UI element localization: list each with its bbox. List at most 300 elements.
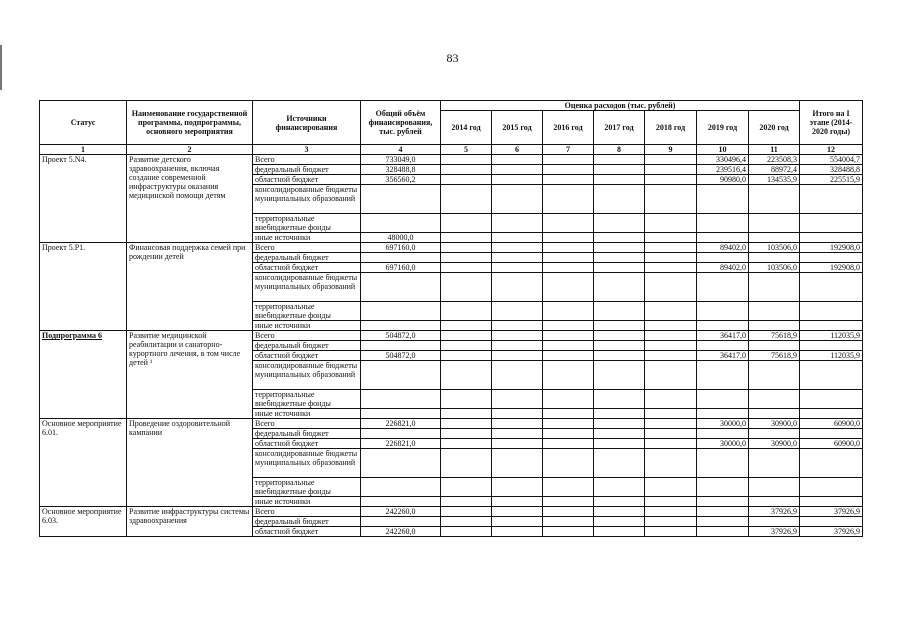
year-2019-cell — [697, 497, 749, 507]
status-text: Проект 5.N4. — [42, 155, 87, 164]
year-2014-cell — [441, 527, 492, 537]
year-2014-cell — [441, 439, 492, 449]
year-2020-cell: 223508,3 — [749, 155, 800, 165]
status-cell — [40, 243, 127, 331]
year-2018-cell — [645, 165, 697, 175]
program-name-cell: Развитие инфраструктуры системы здравоохранения — [127, 507, 253, 537]
year-2016-cell — [543, 175, 594, 185]
source-cell: консолидированные бюджеты муниципальных образований — [253, 361, 361, 390]
year-2016-cell — [543, 527, 594, 537]
year-2016-cell — [543, 351, 594, 361]
total-cell — [361, 429, 441, 439]
total-cell: 504872,0 — [361, 351, 441, 361]
column-number: 7 — [543, 145, 594, 155]
total-cell — [361, 361, 441, 390]
year-2020-cell — [749, 361, 800, 390]
year-2014-cell — [441, 185, 492, 214]
sum-cell — [800, 273, 863, 302]
table-row — [40, 507, 863, 517]
sum-cell: 60900,0 — [800, 419, 863, 429]
year-2019-cell — [697, 273, 749, 302]
year-2016-cell — [543, 321, 594, 331]
total-cell: 226821,0 — [361, 419, 441, 429]
year-2020-cell: 30900,0 — [749, 419, 800, 429]
sum-cell — [800, 302, 863, 321]
column-number: 12 — [800, 145, 863, 155]
year-2015-cell — [492, 273, 543, 302]
year-2015-cell — [492, 263, 543, 273]
source-cell: федеральный бюджет — [253, 253, 361, 263]
source-cell: иные источники — [253, 409, 361, 419]
status-text: Подпрограмма 6 — [42, 331, 103, 340]
column-number: 1 — [40, 145, 127, 155]
header-year: 2018 год — [645, 111, 697, 145]
year-2018-cell — [645, 439, 697, 449]
year-2015-cell — [492, 429, 543, 439]
year-2017-cell — [594, 214, 645, 233]
year-2015-cell — [492, 233, 543, 243]
year-2014-cell — [441, 331, 492, 341]
year-2015-cell — [492, 214, 543, 233]
column-number: 8 — [594, 145, 645, 155]
year-2020-cell — [749, 273, 800, 302]
year-2018-cell — [645, 321, 697, 331]
total-cell — [361, 517, 441, 527]
year-2014-cell — [441, 351, 492, 361]
year-2017-cell — [594, 497, 645, 507]
total-cell — [361, 341, 441, 351]
table-row — [40, 155, 863, 165]
year-2017-cell — [594, 321, 645, 331]
year-2015-cell — [492, 497, 543, 507]
total-cell — [361, 390, 441, 409]
total-cell: 242260,0 — [361, 527, 441, 537]
table-row — [40, 419, 863, 429]
source-cell: областной бюджет — [253, 263, 361, 273]
year-2017-cell — [594, 165, 645, 175]
year-2014-cell — [441, 155, 492, 165]
sum-cell — [800, 429, 863, 439]
year-2015-cell — [492, 155, 543, 165]
year-2019-cell — [697, 390, 749, 409]
year-2017-cell — [594, 331, 645, 341]
year-2014-cell — [441, 321, 492, 331]
year-2018-cell — [645, 214, 697, 233]
year-2015-cell — [492, 185, 543, 214]
sum-cell: 60900,0 — [800, 439, 863, 449]
status-cell — [40, 155, 127, 243]
year-2016-cell — [543, 263, 594, 273]
column-number: 11 — [749, 145, 800, 155]
year-2019-cell — [697, 478, 749, 497]
year-2020-cell: 37926,9 — [749, 507, 800, 517]
year-2019-cell — [697, 185, 749, 214]
year-2020-cell: 75618,9 — [749, 331, 800, 341]
year-2018-cell — [645, 478, 697, 497]
column-number: 10 — [697, 145, 749, 155]
year-2016-cell — [543, 439, 594, 449]
sum-cell — [800, 321, 863, 331]
year-2020-cell — [749, 409, 800, 419]
header-sources: Источники финансирования — [253, 101, 361, 145]
total-cell: 733049,0 — [361, 155, 441, 165]
year-2016-cell — [543, 253, 594, 263]
year-2018-cell — [645, 253, 697, 263]
source-cell: иные источники — [253, 497, 361, 507]
year-2015-cell — [492, 361, 543, 390]
source-cell: областной бюджет — [253, 439, 361, 449]
source-cell: Всего — [253, 155, 361, 165]
year-2016-cell — [543, 155, 594, 165]
year-2020-cell — [749, 390, 800, 409]
year-2020-cell: 103506,0 — [749, 243, 800, 253]
total-cell: 504872,0 — [361, 331, 441, 341]
status-text: Основное мероприятие 6.01. — [42, 419, 122, 437]
source-cell: консолидированные бюджеты муниципальных образований — [253, 449, 361, 478]
year-2017-cell — [594, 302, 645, 321]
year-2020-cell — [749, 429, 800, 439]
year-2014-cell — [441, 273, 492, 302]
year-2014-cell — [441, 419, 492, 429]
year-2018-cell — [645, 341, 697, 351]
year-2018-cell — [645, 185, 697, 214]
sum-cell: 192908,0 — [800, 243, 863, 253]
year-2015-cell — [492, 302, 543, 321]
year-2019-cell — [697, 253, 749, 263]
year-2018-cell — [645, 175, 697, 185]
year-2015-cell — [492, 478, 543, 497]
year-2015-cell — [492, 243, 543, 253]
total-cell: 226821,0 — [361, 439, 441, 449]
table-row — [40, 243, 863, 253]
year-2018-cell — [645, 331, 697, 341]
source-cell: федеральный бюджет — [253, 341, 361, 351]
year-2017-cell — [594, 527, 645, 537]
year-2018-cell — [645, 517, 697, 527]
year-2015-cell — [492, 351, 543, 361]
year-2015-cell — [492, 409, 543, 419]
year-2020-cell — [749, 185, 800, 214]
source-cell: территориальные внебюджетные фонды — [253, 390, 361, 409]
year-2014-cell — [441, 165, 492, 175]
year-2020-cell — [749, 321, 800, 331]
sum-cell — [800, 478, 863, 497]
year-2017-cell — [594, 439, 645, 449]
year-2016-cell — [543, 478, 594, 497]
year-2019-cell — [697, 527, 749, 537]
year-2014-cell — [441, 449, 492, 478]
year-2015-cell — [492, 517, 543, 527]
year-2014-cell — [441, 302, 492, 321]
year-2015-cell — [492, 165, 543, 175]
header-status: Статус — [40, 101, 127, 145]
year-2016-cell — [543, 390, 594, 409]
year-2019-cell: 239516,4 — [697, 165, 749, 175]
program-name-cell: Проведение оздоровительной кампании — [127, 419, 253, 507]
year-2020-cell — [749, 253, 800, 263]
sum-cell: 554004,7 — [800, 155, 863, 165]
year-2014-cell — [441, 253, 492, 263]
year-2018-cell — [645, 449, 697, 478]
header-year: 2014 год — [441, 111, 492, 145]
year-2015-cell — [492, 449, 543, 478]
source-cell: территориальные внебюджетные фонды — [253, 214, 361, 233]
year-2017-cell — [594, 409, 645, 419]
total-cell — [361, 409, 441, 419]
year-2019-cell: 90980,0 — [697, 175, 749, 185]
year-2019-cell — [697, 321, 749, 331]
status-cell — [40, 331, 127, 419]
total-cell: 697160,0 — [361, 263, 441, 273]
year-2014-cell — [441, 361, 492, 390]
year-2019-cell — [697, 429, 749, 439]
year-2018-cell — [645, 507, 697, 517]
year-2016-cell — [543, 185, 594, 214]
sum-cell — [800, 497, 863, 507]
year-2019-cell — [697, 507, 749, 517]
year-2019-cell — [697, 302, 749, 321]
year-2018-cell — [645, 263, 697, 273]
source-cell: территориальные внебюджетные фонды — [253, 478, 361, 497]
year-2020-cell — [749, 302, 800, 321]
year-2020-cell — [749, 497, 800, 507]
column-number: 6 — [492, 145, 543, 155]
year-2017-cell — [594, 419, 645, 429]
total-cell — [361, 321, 441, 331]
year-2015-cell — [492, 321, 543, 331]
year-2014-cell — [441, 390, 492, 409]
source-cell: Всего — [253, 243, 361, 253]
year-2017-cell — [594, 429, 645, 439]
total-cell: 242260,0 — [361, 507, 441, 517]
year-2020-cell — [749, 478, 800, 497]
year-2017-cell — [594, 263, 645, 273]
year-2014-cell — [441, 409, 492, 419]
program-name-cell: Развитие медицинской реабилитации и санаторно-курортного лечения, в том числе детей ¹ — [127, 331, 253, 419]
total-cell: 356560,2 — [361, 175, 441, 185]
header-year: 2020 год — [749, 111, 800, 145]
header-result: Итого на I этапе (2014-2020 годы) — [800, 101, 863, 145]
year-2016-cell — [543, 243, 594, 253]
year-2016-cell — [543, 331, 594, 341]
column-number: 3 — [253, 145, 361, 155]
year-2014-cell — [441, 497, 492, 507]
year-2016-cell — [543, 214, 594, 233]
year-2020-cell: 75618,9 — [749, 351, 800, 361]
year-2020-cell: 134535,9 — [749, 175, 800, 185]
year-2016-cell — [543, 165, 594, 175]
status-cell — [40, 507, 127, 537]
source-cell: Всего — [253, 507, 361, 517]
year-2020-cell — [749, 341, 800, 351]
source-cell: областной бюджет — [253, 527, 361, 537]
year-2016-cell — [543, 429, 594, 439]
year-2017-cell — [594, 253, 645, 263]
sum-cell — [800, 517, 863, 527]
year-2017-cell — [594, 155, 645, 165]
year-2016-cell — [543, 302, 594, 321]
year-2017-cell — [594, 185, 645, 214]
sum-cell: 37926,9 — [800, 527, 863, 537]
year-2020-cell: 103506,0 — [749, 263, 800, 273]
source-cell: иные источники — [253, 233, 361, 243]
header-name: Наименование государственной программы, подпрограммы, основного мероприятия — [127, 101, 253, 145]
sum-cell — [800, 449, 863, 478]
header-year: 2017 год — [594, 111, 645, 145]
year-2018-cell — [645, 243, 697, 253]
total-cell: 48000,0 — [361, 233, 441, 243]
year-2015-cell — [492, 419, 543, 429]
source-cell: федеральный бюджет — [253, 165, 361, 175]
total-cell — [361, 478, 441, 497]
total-cell — [361, 185, 441, 214]
year-2015-cell — [492, 341, 543, 351]
status-cell — [40, 419, 127, 507]
year-2018-cell — [645, 351, 697, 361]
source-cell: территориальные внебюджетные фонды — [253, 302, 361, 321]
year-2020-cell — [749, 449, 800, 478]
sum-cell — [800, 214, 863, 233]
year-2019-cell: 30000,0 — [697, 439, 749, 449]
sum-cell — [800, 253, 863, 263]
year-2017-cell — [594, 273, 645, 302]
year-2016-cell — [543, 409, 594, 419]
year-2016-cell — [543, 341, 594, 351]
year-2019-cell — [697, 449, 749, 478]
status-text: Проект 5.Р1. — [42, 243, 86, 252]
column-number: 4 — [361, 145, 441, 155]
sum-cell — [800, 390, 863, 409]
year-2018-cell — [645, 429, 697, 439]
year-2014-cell — [441, 429, 492, 439]
total-cell — [361, 214, 441, 233]
total-cell — [361, 273, 441, 302]
year-2018-cell — [645, 155, 697, 165]
year-2019-cell — [697, 341, 749, 351]
year-2016-cell — [543, 497, 594, 507]
year-2016-cell — [543, 517, 594, 527]
year-2020-cell — [749, 214, 800, 233]
header-estimate: Оценка расходов (тыс. рублей) — [441, 101, 800, 111]
year-2018-cell — [645, 361, 697, 390]
year-2019-cell: 36417,0 — [697, 331, 749, 341]
header-total: Общий объём финансирования, тыс. рублей — [361, 101, 441, 145]
budget-table — [39, 100, 863, 537]
source-cell: консолидированные бюджеты муниципальных образований — [253, 185, 361, 214]
year-2015-cell — [492, 527, 543, 537]
source-cell: консолидированные бюджеты муниципальных образований — [253, 273, 361, 302]
column-number: 2 — [127, 145, 253, 155]
sum-cell: 112035,9 — [800, 351, 863, 361]
year-2017-cell — [594, 351, 645, 361]
total-cell: 697160,0 — [361, 243, 441, 253]
column-number-row — [40, 145, 863, 155]
source-cell: Всего — [253, 419, 361, 429]
year-2016-cell — [543, 449, 594, 478]
sum-cell — [800, 341, 863, 351]
year-2017-cell — [594, 233, 645, 243]
year-2020-cell — [749, 517, 800, 527]
year-2019-cell: 30000,0 — [697, 419, 749, 429]
year-2019-cell: 330496,4 — [697, 155, 749, 165]
year-2019-cell — [697, 409, 749, 419]
year-2016-cell — [543, 273, 594, 302]
source-cell: областной бюджет — [253, 175, 361, 185]
year-2020-cell: 88972,4 — [749, 165, 800, 175]
year-2019-cell — [697, 361, 749, 390]
year-2015-cell — [492, 439, 543, 449]
sum-cell: 328488,8 — [800, 165, 863, 175]
year-2020-cell: 37926,9 — [749, 527, 800, 537]
year-2018-cell — [645, 497, 697, 507]
sum-cell: 192908,0 — [800, 263, 863, 273]
sum-cell: 37926,9 — [800, 507, 863, 517]
year-2019-cell — [697, 517, 749, 527]
year-2015-cell — [492, 253, 543, 263]
column-number: 5 — [441, 145, 492, 155]
year-2017-cell — [594, 243, 645, 253]
year-2018-cell — [645, 273, 697, 302]
year-2020-cell: 30900,0 — [749, 439, 800, 449]
sum-cell — [800, 185, 863, 214]
header-year: 2019 год — [697, 111, 749, 145]
year-2019-cell: 89402,0 — [697, 263, 749, 273]
year-2014-cell — [441, 478, 492, 497]
source-cell: федеральный бюджет — [253, 429, 361, 439]
year-2018-cell — [645, 390, 697, 409]
year-2014-cell — [441, 263, 492, 273]
year-2015-cell — [492, 175, 543, 185]
year-2014-cell — [441, 175, 492, 185]
year-2017-cell — [594, 507, 645, 517]
year-2015-cell — [492, 507, 543, 517]
total-cell — [361, 449, 441, 478]
status-text: Основное мероприятие 6.03. — [42, 507, 122, 525]
year-2018-cell — [645, 527, 697, 537]
year-2019-cell — [697, 214, 749, 233]
source-cell: федеральный бюджет — [253, 517, 361, 527]
year-2014-cell — [441, 341, 492, 351]
sum-cell: 112035,9 — [800, 331, 863, 341]
year-2018-cell — [645, 233, 697, 243]
year-2020-cell — [749, 233, 800, 243]
year-2019-cell: 36417,0 — [697, 351, 749, 361]
budget-table-body — [40, 155, 863, 537]
program-name-cell: Финансовая поддержка семей при рождении детей — [127, 243, 253, 331]
year-2018-cell — [645, 409, 697, 419]
year-2014-cell — [441, 507, 492, 517]
year-2014-cell — [441, 214, 492, 233]
year-2016-cell — [543, 419, 594, 429]
program-name-cell: Развитие детского здравоохранения, включая создание современной инфраструктуры оказания медицинской помощи детям — [127, 155, 253, 243]
total-cell — [361, 253, 441, 263]
year-2015-cell — [492, 390, 543, 409]
year-2019-cell — [697, 233, 749, 243]
sum-cell — [800, 361, 863, 390]
year-2017-cell — [594, 361, 645, 390]
source-cell: иные источники — [253, 321, 361, 331]
table-row — [40, 331, 863, 341]
year-2014-cell — [441, 517, 492, 527]
year-2019-cell: 89402,0 — [697, 243, 749, 253]
year-2017-cell — [594, 449, 645, 478]
column-number: 9 — [645, 145, 697, 155]
year-2017-cell — [594, 175, 645, 185]
page-number: 83 — [446, 51, 459, 65]
header-year: 2016 год — [543, 111, 594, 145]
year-2016-cell — [543, 361, 594, 390]
source-cell: областной бюджет — [253, 351, 361, 361]
